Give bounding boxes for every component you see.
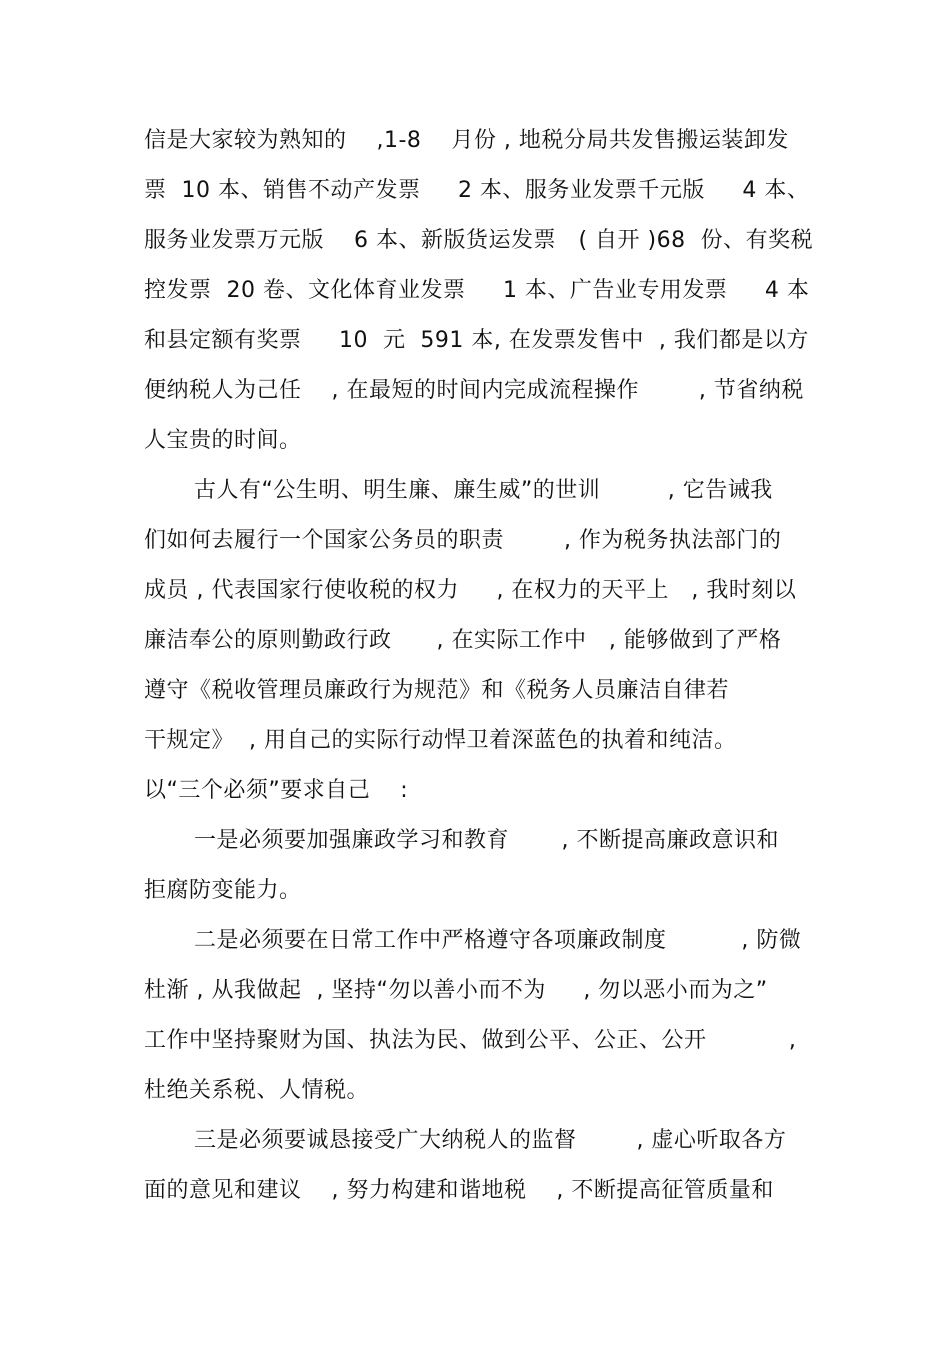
text-line: 和县定额有奖票 10 元 591 本, 在发票发售中 , 我们都是以方: [144, 328, 809, 353]
paragraph-first-line: 一是必须要加强廉政学习和教育 , 不断提高廉政意识和: [194, 828, 779, 853]
text-line: 人宝贵的时间。: [144, 428, 302, 453]
text-line: 们如何去履行一个国家公务员的职责 , 作为税务执法部门的: [144, 528, 782, 553]
text-line: 控发票 20 卷、文化体育业发票 1 本、广告业专用发票 4 本: [144, 278, 810, 303]
text-line: 票 10 本、销售不动产发票 2 本、服务业发票千元版 4 本、: [144, 178, 810, 203]
text-line: 信是大家较为熟知的 ,1-8 月份 , 地税分局共发售搬运装卸发: [144, 128, 789, 153]
paragraph-first-line: 三是必须要诚恳接受广大纳税人的监督 , 虚心听取各方: [194, 1128, 787, 1153]
text-line: 成员 , 代表国家行使收税的权力 , 在权力的天平上 , 我时刻以: [144, 578, 797, 603]
text-line: 工作中坚持聚财为国、执法为民、做到公平、公正、公开 ,: [144, 1028, 797, 1053]
text-line: 服务业发票万元版 6 本、新版货运发票 ( 自开 )68 份、有奖税: [144, 228, 814, 253]
text-line: 杜渐 , 从我做起 , 坚持“勿以善小而不为 , 勿以恶小而为之”: [144, 978, 768, 1003]
text-line: 干规定》 , 用自己的实际行动悍卫着深蓝色的执着和纯洁。: [144, 728, 737, 753]
text-line: 杜绝关系税、人情税。: [144, 1078, 370, 1103]
text-line: 便纳税人为己任 , 在最短的时间内完成流程操作 , 节省纳税: [144, 378, 804, 403]
text-line: 遵守《税收管理员廉政行为规范》和《税务人员廉洁自律若: [144, 678, 730, 703]
text-line: 以“三个必须”要求自己 :: [144, 778, 409, 803]
text-line: 拒腐防变能力。: [144, 878, 302, 903]
paragraph-first-line: 二是必须要在日常工作中严格遵守各项廉政制度 , 防微: [194, 928, 802, 953]
text-line: 面的意见和建议 , 努力构建和谐地税 , 不断提高征管质量和: [144, 1178, 774, 1203]
text-line: 廉洁奉公的原则勤政行政 , 在实际工作中 , 能够做到了严格: [144, 628, 782, 653]
paragraph-first-line: 古人有“公生明、明生廉、廉生威”的世训 , 它告诫我: [194, 478, 773, 503]
